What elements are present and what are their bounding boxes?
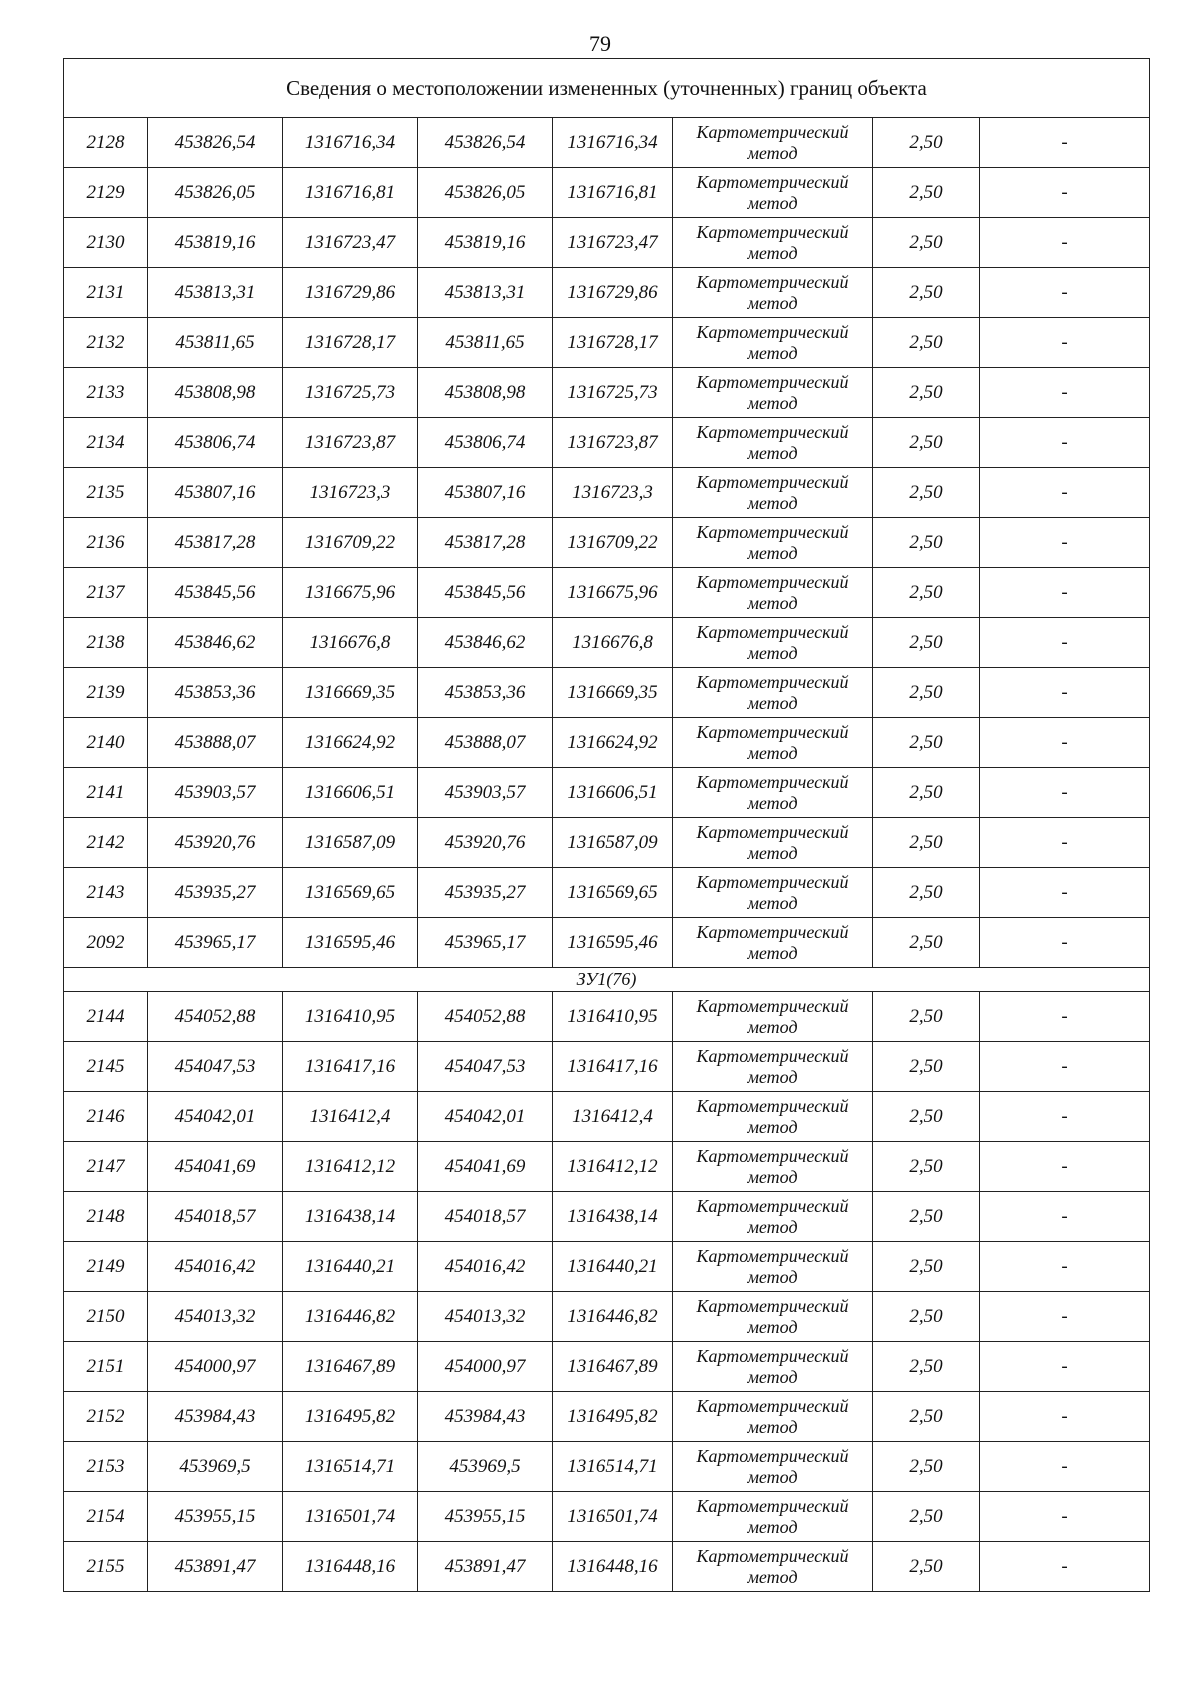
new-y-cell: 1316514,71 xyxy=(553,1442,673,1492)
existing-x-cell: 454018,57 xyxy=(148,1192,283,1242)
new-y-cell: 1316569,65 xyxy=(553,868,673,918)
method-cell: Картометрический метод xyxy=(673,718,873,768)
point-number-cell: 2138 xyxy=(64,618,148,668)
table-row xyxy=(64,818,1150,868)
existing-y-cell: 1316725,73 xyxy=(283,368,418,418)
new-y-cell: 1316716,81 xyxy=(553,168,673,218)
existing-x-cell: 453811,65 xyxy=(148,318,283,368)
existing-x-cell: 453888,07 xyxy=(148,718,283,768)
point-number-cell: 2140 xyxy=(64,718,148,768)
table-row xyxy=(64,1192,1150,1242)
method-cell: Картометрический метод xyxy=(673,518,873,568)
existing-y-cell: 1316501,74 xyxy=(283,1492,418,1542)
new-x-cell: 453920,76 xyxy=(418,818,553,868)
table-row xyxy=(64,1392,1150,1442)
accuracy-cell: 2,50 xyxy=(873,268,980,318)
new-y-cell: 1316448,16 xyxy=(553,1542,673,1592)
note-cell: - xyxy=(980,168,1150,218)
note-cell: - xyxy=(980,1292,1150,1342)
new-y-cell: 1316446,82 xyxy=(553,1292,673,1342)
accuracy-cell: 2,50 xyxy=(873,418,980,468)
existing-y-cell: 1316495,82 xyxy=(283,1392,418,1442)
existing-x-cell: 454052,88 xyxy=(148,992,283,1042)
new-y-cell: 1316410,95 xyxy=(553,992,673,1042)
point-number-cell: 2152 xyxy=(64,1392,148,1442)
point-number-cell: 2132 xyxy=(64,318,148,368)
new-y-cell: 1316709,22 xyxy=(553,518,673,568)
accuracy-cell: 2,50 xyxy=(873,1342,980,1392)
accuracy-cell: 2,50 xyxy=(873,992,980,1042)
point-number-cell: 2145 xyxy=(64,1042,148,1092)
new-y-cell: 1316723,87 xyxy=(553,418,673,468)
accuracy-cell: 2,50 xyxy=(873,1542,980,1592)
accuracy-cell: 2,50 xyxy=(873,818,980,868)
existing-x-cell: 453808,98 xyxy=(148,368,283,418)
existing-y-cell: 1316467,89 xyxy=(283,1342,418,1392)
note-cell: - xyxy=(980,318,1150,368)
existing-y-cell: 1316723,47 xyxy=(283,218,418,268)
accuracy-cell: 2,50 xyxy=(873,1092,980,1142)
table-row xyxy=(64,368,1150,418)
accuracy-cell: 2,50 xyxy=(873,868,980,918)
method-cell: Картометрический метод xyxy=(673,1342,873,1392)
method-cell: Картометрический метод xyxy=(673,1092,873,1142)
point-number-cell: 2151 xyxy=(64,1342,148,1392)
existing-x-cell: 453826,05 xyxy=(148,168,283,218)
new-x-cell: 453813,31 xyxy=(418,268,553,318)
point-number-cell: 2131 xyxy=(64,268,148,318)
table-row xyxy=(64,1092,1150,1142)
existing-x-cell: 453853,36 xyxy=(148,668,283,718)
method-cell: Картометрический метод xyxy=(673,1042,873,1092)
new-x-cell: 454013,32 xyxy=(418,1292,553,1342)
new-y-cell: 1316467,89 xyxy=(553,1342,673,1392)
note-cell: - xyxy=(980,218,1150,268)
accuracy-cell: 2,50 xyxy=(873,768,980,818)
note-cell: - xyxy=(980,1142,1150,1192)
point-number-cell: 2147 xyxy=(64,1142,148,1192)
existing-y-cell: 1316587,09 xyxy=(283,818,418,868)
note-cell: - xyxy=(980,468,1150,518)
table-row xyxy=(64,168,1150,218)
method-cell: Картометрический метод xyxy=(673,918,873,968)
table-title-row xyxy=(64,59,1150,118)
new-y-cell: 1316716,34 xyxy=(553,118,673,168)
existing-x-cell: 454041,69 xyxy=(148,1142,283,1192)
method-cell: Картометрический метод xyxy=(673,268,873,318)
note-cell: - xyxy=(980,1492,1150,1542)
existing-y-cell: 1316569,65 xyxy=(283,868,418,918)
accuracy-cell: 2,50 xyxy=(873,1242,980,1292)
accuracy-cell: 2,50 xyxy=(873,468,980,518)
table-row xyxy=(64,118,1150,168)
method-cell: Картометрический метод xyxy=(673,1492,873,1542)
existing-y-cell: 1316729,86 xyxy=(283,268,418,318)
new-y-cell: 1316587,09 xyxy=(553,818,673,868)
existing-y-cell: 1316716,81 xyxy=(283,168,418,218)
existing-y-cell: 1316716,34 xyxy=(283,118,418,168)
existing-y-cell: 1316624,92 xyxy=(283,718,418,768)
method-cell: Картометрический метод xyxy=(673,318,873,368)
method-cell: Картометрический метод xyxy=(673,1392,873,1442)
existing-x-cell: 453920,76 xyxy=(148,818,283,868)
new-x-cell: 453807,16 xyxy=(418,468,553,518)
existing-x-cell: 453817,28 xyxy=(148,518,283,568)
accuracy-cell: 2,50 xyxy=(873,1292,980,1342)
new-x-cell: 453811,65 xyxy=(418,318,553,368)
new-y-cell: 1316438,14 xyxy=(553,1192,673,1242)
note-cell: - xyxy=(980,668,1150,718)
section-label: ЗУ1(76) xyxy=(64,968,1150,992)
new-x-cell: 453826,05 xyxy=(418,168,553,218)
accuracy-cell: 2,50 xyxy=(873,568,980,618)
accuracy-cell: 2,50 xyxy=(873,1442,980,1492)
method-cell: Картометрический метод xyxy=(673,1192,873,1242)
new-y-cell: 1316495,82 xyxy=(553,1392,673,1442)
note-cell: - xyxy=(980,992,1150,1042)
new-y-cell: 1316595,46 xyxy=(553,918,673,968)
new-x-cell: 454042,01 xyxy=(418,1092,553,1142)
method-cell: Картометрический метод xyxy=(673,992,873,1042)
note-cell: - xyxy=(980,718,1150,768)
table-row xyxy=(64,718,1150,768)
point-number-cell: 2153 xyxy=(64,1442,148,1492)
existing-x-cell: 453969,5 xyxy=(148,1442,283,1492)
note-cell: - xyxy=(980,1542,1150,1592)
table-row xyxy=(64,868,1150,918)
existing-y-cell: 1316440,21 xyxy=(283,1242,418,1292)
new-y-cell: 1316725,73 xyxy=(553,368,673,418)
new-x-cell: 453903,57 xyxy=(418,768,553,818)
new-y-cell: 1316501,74 xyxy=(553,1492,673,1542)
accuracy-cell: 2,50 xyxy=(873,318,980,368)
new-x-cell: 454041,69 xyxy=(418,1142,553,1192)
point-number-cell: 2150 xyxy=(64,1292,148,1342)
point-number-cell: 2149 xyxy=(64,1242,148,1292)
note-cell: - xyxy=(980,1442,1150,1492)
table-row xyxy=(64,1442,1150,1492)
method-cell: Картометрический метод xyxy=(673,818,873,868)
new-x-cell: 453846,62 xyxy=(418,618,553,668)
new-x-cell: 453935,27 xyxy=(418,868,553,918)
table-row xyxy=(64,518,1150,568)
accuracy-cell: 2,50 xyxy=(873,1492,980,1542)
accuracy-cell: 2,50 xyxy=(873,368,980,418)
existing-y-cell: 1316446,82 xyxy=(283,1292,418,1342)
accuracy-cell: 2,50 xyxy=(873,118,980,168)
existing-y-cell: 1316675,96 xyxy=(283,568,418,618)
table-row xyxy=(64,918,1150,968)
accuracy-cell: 2,50 xyxy=(873,1192,980,1242)
table-row xyxy=(64,1492,1150,1542)
point-number-cell: 2130 xyxy=(64,218,148,268)
method-cell: Картометрический метод xyxy=(673,168,873,218)
existing-y-cell: 1316410,95 xyxy=(283,992,418,1042)
existing-x-cell: 453955,15 xyxy=(148,1492,283,1542)
existing-y-cell: 1316669,35 xyxy=(283,668,418,718)
accuracy-cell: 2,50 xyxy=(873,1392,980,1442)
existing-x-cell: 454042,01 xyxy=(148,1092,283,1142)
method-cell: Картометрический метод xyxy=(673,568,873,618)
table-row xyxy=(64,268,1150,318)
new-y-cell: 1316723,47 xyxy=(553,218,673,268)
existing-x-cell: 454047,53 xyxy=(148,1042,283,1092)
existing-x-cell: 453813,31 xyxy=(148,268,283,318)
new-x-cell: 453853,36 xyxy=(418,668,553,718)
table-row xyxy=(64,768,1150,818)
table-row xyxy=(64,218,1150,268)
method-cell: Картометрический метод xyxy=(673,1142,873,1192)
existing-x-cell: 453806,74 xyxy=(148,418,283,468)
existing-x-cell: 454013,32 xyxy=(148,1292,283,1342)
page-number: 79 xyxy=(589,31,611,56)
method-cell: Картометрический метод xyxy=(673,118,873,168)
point-number-cell: 2128 xyxy=(64,118,148,168)
new-x-cell: 454052,88 xyxy=(418,992,553,1042)
accuracy-cell: 2,50 xyxy=(873,168,980,218)
existing-x-cell: 453845,56 xyxy=(148,568,283,618)
new-x-cell: 453808,98 xyxy=(418,368,553,418)
existing-x-cell: 453891,47 xyxy=(148,1542,283,1592)
existing-x-cell: 453935,27 xyxy=(148,868,283,918)
point-number-cell: 2144 xyxy=(64,992,148,1042)
existing-y-cell: 1316728,17 xyxy=(283,318,418,368)
point-number-cell: 2136 xyxy=(64,518,148,568)
new-y-cell: 1316606,51 xyxy=(553,768,673,818)
new-x-cell: 453845,56 xyxy=(418,568,553,618)
existing-x-cell: 453984,43 xyxy=(148,1392,283,1442)
existing-x-cell: 454016,42 xyxy=(148,1242,283,1292)
table-row xyxy=(64,1342,1150,1392)
method-cell: Картометрический метод xyxy=(673,1242,873,1292)
new-x-cell: 454000,97 xyxy=(418,1342,553,1392)
new-x-cell: 454018,57 xyxy=(418,1192,553,1242)
new-y-cell: 1316417,16 xyxy=(553,1042,673,1092)
method-cell: Картометрический метод xyxy=(673,1442,873,1492)
note-cell: - xyxy=(980,1192,1150,1242)
table-row xyxy=(64,318,1150,368)
existing-x-cell: 453846,62 xyxy=(148,618,283,668)
existing-y-cell: 1316412,12 xyxy=(283,1142,418,1192)
new-x-cell: 453819,16 xyxy=(418,218,553,268)
point-number-cell: 2137 xyxy=(64,568,148,618)
note-cell: - xyxy=(980,818,1150,868)
existing-x-cell: 454000,97 xyxy=(148,1342,283,1392)
new-x-cell: 454016,42 xyxy=(418,1242,553,1292)
note-cell: - xyxy=(980,768,1150,818)
note-cell: - xyxy=(980,918,1150,968)
table-title: Сведения о местоположении измененных (уточненных) границ объекта xyxy=(64,59,1150,118)
point-number-cell: 2142 xyxy=(64,818,148,868)
table-row xyxy=(64,468,1150,518)
existing-y-cell: 1316709,22 xyxy=(283,518,418,568)
accuracy-cell: 2,50 xyxy=(873,618,980,668)
note-cell: - xyxy=(980,1342,1150,1392)
new-y-cell: 1316412,4 xyxy=(553,1092,673,1142)
table-row xyxy=(64,568,1150,618)
new-x-cell: 453826,54 xyxy=(418,118,553,168)
method-cell: Картометрический метод xyxy=(673,868,873,918)
note-cell: - xyxy=(980,1242,1150,1292)
new-y-cell: 1316669,35 xyxy=(553,668,673,718)
section-row xyxy=(64,968,1150,992)
existing-y-cell: 1316514,71 xyxy=(283,1442,418,1492)
new-y-cell: 1316729,86 xyxy=(553,268,673,318)
accuracy-cell: 2,50 xyxy=(873,718,980,768)
new-x-cell: 454047,53 xyxy=(418,1042,553,1092)
table-body xyxy=(64,59,1150,1592)
note-cell: - xyxy=(980,618,1150,668)
note-cell: - xyxy=(980,868,1150,918)
accuracy-cell: 2,50 xyxy=(873,518,980,568)
existing-y-cell: 1316412,4 xyxy=(283,1092,418,1142)
existing-y-cell: 1316438,14 xyxy=(283,1192,418,1242)
note-cell: - xyxy=(980,368,1150,418)
note-cell: - xyxy=(980,518,1150,568)
new-y-cell: 1316412,12 xyxy=(553,1142,673,1192)
new-x-cell: 453965,17 xyxy=(418,918,553,968)
accuracy-cell: 2,50 xyxy=(873,1142,980,1192)
accuracy-cell: 2,50 xyxy=(873,668,980,718)
point-number-cell: 2154 xyxy=(64,1492,148,1542)
method-cell: Картометрический метод xyxy=(673,368,873,418)
accuracy-cell: 2,50 xyxy=(873,218,980,268)
table-row xyxy=(64,1542,1150,1592)
existing-y-cell: 1316606,51 xyxy=(283,768,418,818)
method-cell: Картометрический метод xyxy=(673,668,873,718)
method-cell: Картометрический метод xyxy=(673,218,873,268)
existing-x-cell: 453903,57 xyxy=(148,768,283,818)
existing-y-cell: 1316595,46 xyxy=(283,918,418,968)
accuracy-cell: 2,50 xyxy=(873,1042,980,1092)
new-x-cell: 453955,15 xyxy=(418,1492,553,1542)
point-number-cell: 2133 xyxy=(64,368,148,418)
point-number-cell: 2092 xyxy=(64,918,148,968)
existing-y-cell: 1316448,16 xyxy=(283,1542,418,1592)
new-y-cell: 1316728,17 xyxy=(553,318,673,368)
new-x-cell: 453984,43 xyxy=(418,1392,553,1442)
accuracy-cell: 2,50 xyxy=(873,918,980,968)
existing-x-cell: 453826,54 xyxy=(148,118,283,168)
point-number-cell: 2146 xyxy=(64,1092,148,1142)
new-y-cell: 1316675,96 xyxy=(553,568,673,618)
new-x-cell: 453806,74 xyxy=(418,418,553,468)
new-y-cell: 1316440,21 xyxy=(553,1242,673,1292)
existing-y-cell: 1316723,3 xyxy=(283,468,418,518)
table-row xyxy=(64,418,1150,468)
table-row xyxy=(64,1242,1150,1292)
new-x-cell: 453817,28 xyxy=(418,518,553,568)
note-cell: - xyxy=(980,568,1150,618)
point-number-cell: 2141 xyxy=(64,768,148,818)
existing-y-cell: 1316723,87 xyxy=(283,418,418,468)
note-cell: - xyxy=(980,418,1150,468)
point-number-cell: 2143 xyxy=(64,868,148,918)
existing-x-cell: 453819,16 xyxy=(148,218,283,268)
point-number-cell: 2129 xyxy=(64,168,148,218)
note-cell: - xyxy=(980,1092,1150,1142)
method-cell: Картометрический метод xyxy=(673,768,873,818)
note-cell: - xyxy=(980,1392,1150,1442)
method-cell: Картометрический метод xyxy=(673,468,873,518)
new-y-cell: 1316676,8 xyxy=(553,618,673,668)
point-number-cell: 2134 xyxy=(64,418,148,468)
table-row xyxy=(64,1292,1150,1342)
existing-x-cell: 453965,17 xyxy=(148,918,283,968)
new-x-cell: 453888,07 xyxy=(418,718,553,768)
note-cell: - xyxy=(980,1042,1150,1092)
note-cell: - xyxy=(980,268,1150,318)
table-row xyxy=(64,1142,1150,1192)
table-row xyxy=(64,992,1150,1042)
new-y-cell: 1316624,92 xyxy=(553,718,673,768)
point-number-cell: 2139 xyxy=(64,668,148,718)
new-y-cell: 1316723,3 xyxy=(553,468,673,518)
existing-y-cell: 1316676,8 xyxy=(283,618,418,668)
existing-x-cell: 453807,16 xyxy=(148,468,283,518)
table-row xyxy=(64,618,1150,668)
table-row xyxy=(64,668,1150,718)
method-cell: Картометрический метод xyxy=(673,1292,873,1342)
method-cell: Картометрический метод xyxy=(673,418,873,468)
new-x-cell: 453969,5 xyxy=(418,1442,553,1492)
table-row xyxy=(64,1042,1150,1092)
existing-y-cell: 1316417,16 xyxy=(283,1042,418,1092)
point-number-cell: 2135 xyxy=(64,468,148,518)
point-number-cell: 2155 xyxy=(64,1542,148,1592)
method-cell: Картометрический метод xyxy=(673,618,873,668)
point-number-cell: 2148 xyxy=(64,1192,148,1242)
new-x-cell: 453891,47 xyxy=(418,1542,553,1592)
method-cell: Картометрический метод xyxy=(673,1542,873,1592)
note-cell: - xyxy=(980,118,1150,168)
boundary-coordinates-table xyxy=(63,58,1150,1592)
